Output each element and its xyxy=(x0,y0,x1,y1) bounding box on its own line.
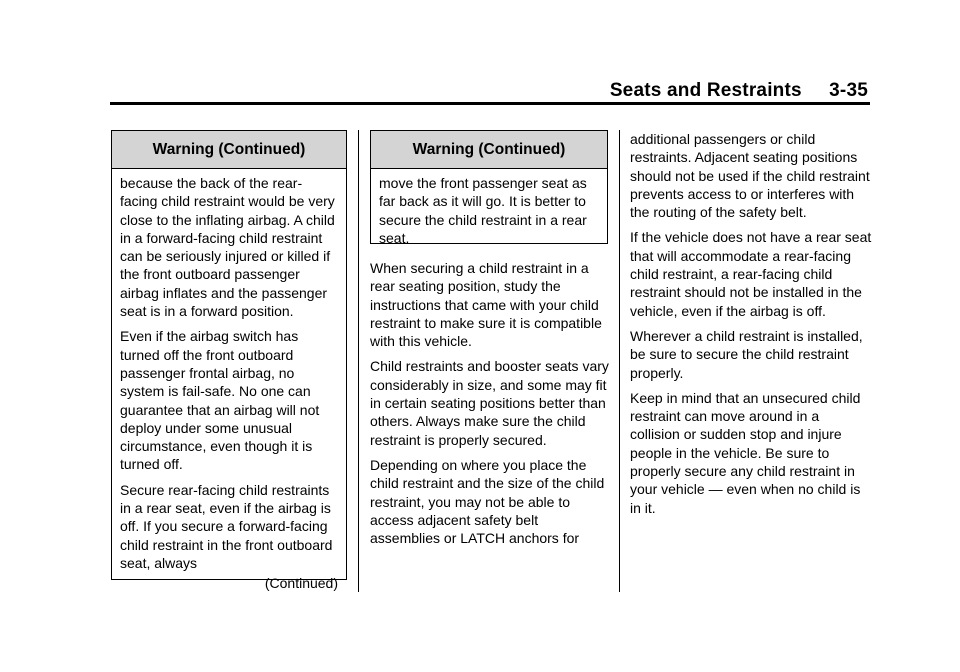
column-divider-1 xyxy=(358,130,359,592)
warning-box-continued-2 xyxy=(370,130,608,244)
page-title: Seats and Restraints 3-35 xyxy=(609,80,868,101)
body-paragraph: Child restraints and booster seats vary considerably in size, and some may fit in certain seating positions better than others. Always make sure the child restraint is properly secured. xyxy=(370,358,609,448)
warning-paragraph: Secure rear-facing child restraints in a rear seat, even if the airbag is off. If you secure a forward-facing child restraint in the front outboard seat, always xyxy=(120,481,333,571)
warning-title: Warning (Continued) xyxy=(371,131,607,169)
warning-paragraph: Even if the airbag switch has turned off the front outboard passenger frontal airbag, no system is fail-safe. No one can guarantee that an airbag will not deploy under some unusual circumstance, even though it is turned off. xyxy=(120,328,320,473)
body-paragraph: Keep in mind that an unsecured child restraint can move around in a collision or sudden stop and injure people in the vehicle. Be sure to properly secure any child restraint in your vehicle — even when no child is in it. xyxy=(630,389,861,516)
body-column-2 xyxy=(370,259,610,554)
warning-paragraph: because the back of the rear-facing child restraint would be very close to the inflating airbag. A child in a forward-facing child restraint can be seriously injured or killed if the front outboard passenger airbag inflates and the passenger seat is in a forward position. xyxy=(120,175,335,320)
warning-body xyxy=(371,169,607,247)
body-paragraph: If the vehicle does not have a rear seat that will accommodate a rear-facing child restraint, a rear-facing child restraint should not be installed in the vehicle, even if the airbag is off. xyxy=(630,229,872,319)
header-divider xyxy=(110,102,870,105)
warning-box-continued-1 xyxy=(111,130,347,592)
body-paragraph: Depending on where you place the child restraint and the size of the child restraint, you may not be able to access adjacent safety belt assemblies or LATCH anchors for xyxy=(370,456,605,547)
warning-body xyxy=(112,169,346,593)
warning-paragraph: move the front passenger seat as far back as it will go. It is better to secure the child restraint in a rear seat. xyxy=(379,175,587,246)
warning-title: Warning (Continued) xyxy=(112,131,346,169)
body-paragraph: When securing a child restraint in a rear seating position, study the instructions that came with your child restraint to make sure it is compatible with this vehicle. xyxy=(370,260,602,350)
continued-label: (Continued) xyxy=(264,575,338,592)
body-paragraph: additional passengers or child restraints. Adjacent seating positions should not be used if the child restraint prevents access to or interferes with the routing of the safety belt. xyxy=(630,131,870,221)
body-paragraph: Wherever a child restraint is installed, be sure to secure the child restraint properly. xyxy=(630,327,863,381)
column-divider-2 xyxy=(619,130,620,592)
body-column-3 xyxy=(630,130,872,524)
